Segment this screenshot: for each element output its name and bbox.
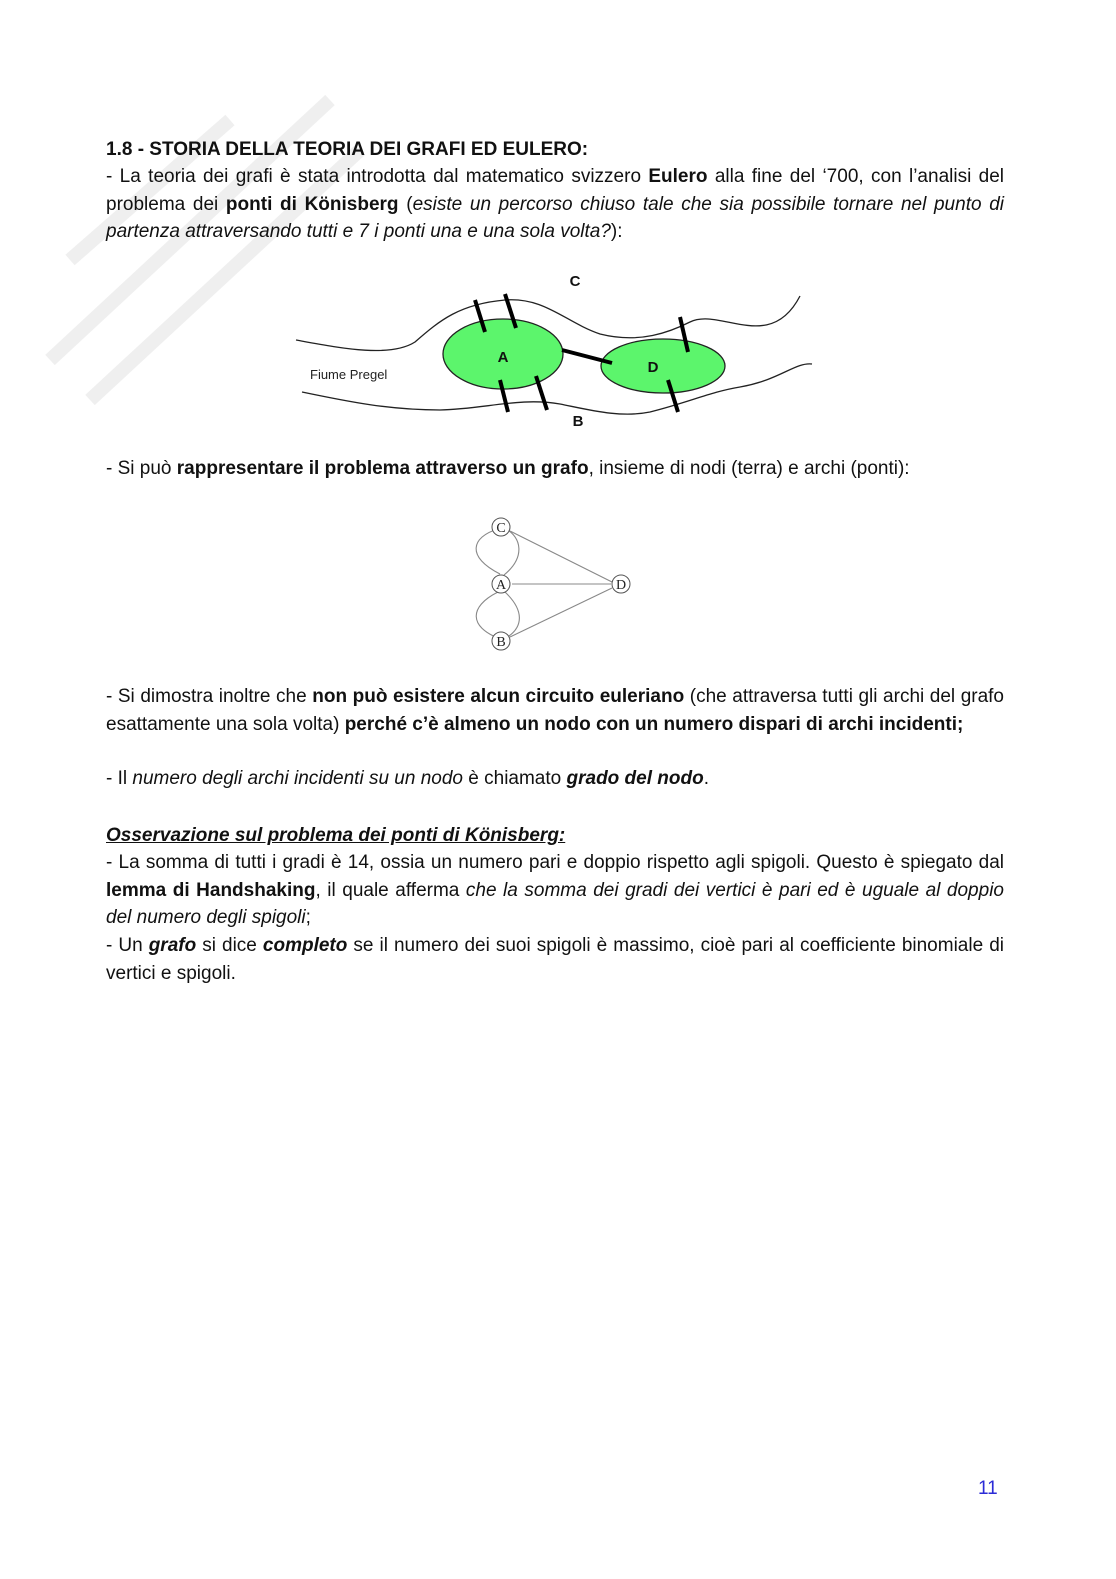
map-label-b: B [572,413,584,430]
graph-label-b: B [496,635,506,650]
intro-paragraph: - La teoria dei grafi è stata introdotta dal matematico svizzero Eulero alla fine del ‘700, con l’analisi del problema dei ponti di Könisberg (esiste un percorso chiuso tale che sia possibile tornare nel punto di partenza attraversando tutti e 7 i ponti una e una sola volta?): [106,166,1005,242]
section-title: 1.8 - STORIA DELLA TEORIA DEI GRAFI ED EULERO: [106,139,589,160]
edge-b-d [510,588,612,637]
page-number: 11 [978,1478,998,1499]
edge-c-d [510,531,612,582]
observation-title: Osservazione sul problema dei ponti di Könisberg: [106,825,566,846]
handshaking-paragraph: - La somma di tutti i gradi è 14, ossia un numero pari e doppio rispetto agli spigoli. Questo è spiegato dal lemma di Handshaking, il quale afferma che la somma dei gradi dei vertici è pari ed è uguale al doppio del numero degli spigoli; [106,852,1004,928]
konigsberg-map-figure [290,262,830,434]
graph-intro-paragraph: - Si può rappresentare il problema attraverso un grafo, insieme di nodi (terra) e archi (ponti): [106,458,910,479]
island-d [601,339,725,393]
graph-label-d: D [615,578,627,593]
euler-circuit-paragraph: - Si dimostra inoltre che non può esistere alcun circuito euleriano (che attraversa tutti gli archi del grafo esattamente una sola volta) perché c’è almeno un nodo con un numero dispari di archi incidenti; [106,686,1004,735]
degree-paragraph: - Il numero degli archi incidenti su un nodo è chiamato grado del nodo. [106,768,709,789]
map-label-a: A [497,349,509,366]
edge-a-c-right [504,529,519,575]
edge-a-b-left [476,592,498,638]
edge-a-b-right [505,592,519,638]
graph-label-c: C [496,521,506,536]
map-label-c: C [569,273,581,290]
graph-label-a: A [495,578,507,593]
complete-graph-paragraph: - Un grafo si dice completo se il numero dei suoi spigoli è massimo, cioè pari al coefficiente binomiale di vertici e spigoli. [106,935,1004,984]
konigsberg-graph-figure [466,512,638,658]
river-label: Fiume Pregel [310,367,388,382]
map-label-d: D [647,359,659,376]
